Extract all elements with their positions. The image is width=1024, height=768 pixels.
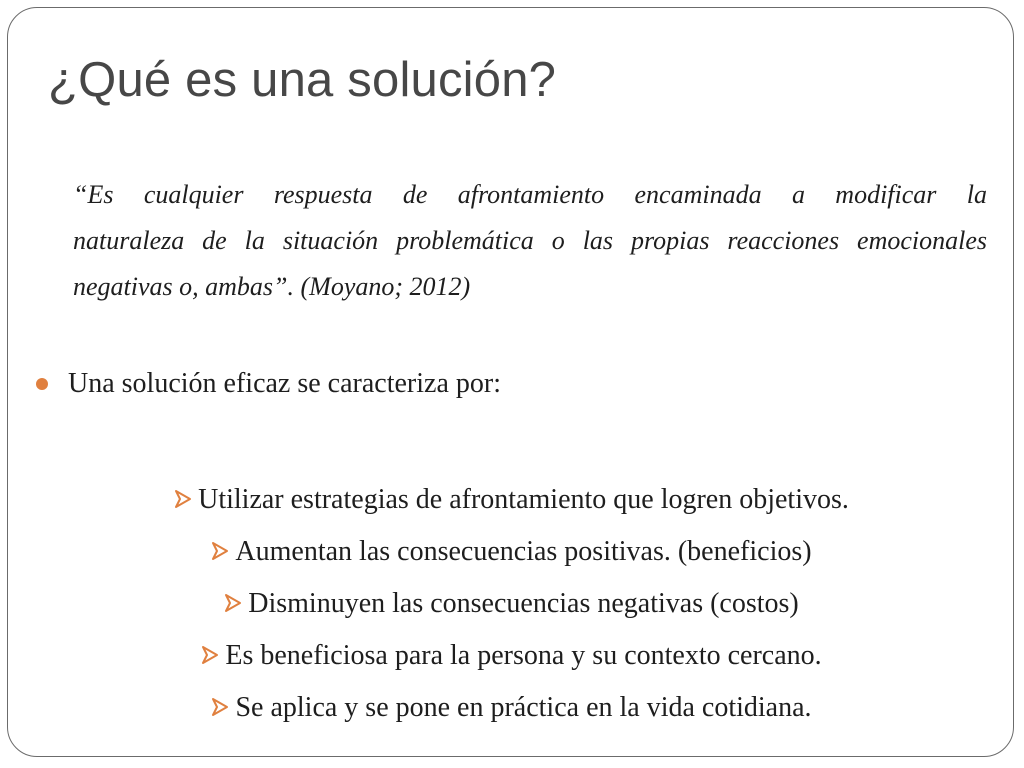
main-bullet-text: Una solución eficaz se caracteriza por: (68, 368, 501, 399)
main-bullet (36, 368, 501, 400)
quote-line: naturaleza de la situación problemática o las propias reacciones emocionales (73, 226, 987, 255)
slide-title: ¿Qué es una solución? (48, 53, 557, 107)
list-item (8, 630, 1014, 682)
list-item-text: Se aplica y se pone en práctica en la vida cotidiana. (235, 692, 812, 723)
list-item (8, 526, 1014, 578)
arrow-bullet-icon (174, 489, 192, 509)
list-item-text: Es beneficiosa para la persona y su contexto cercano. (225, 640, 822, 671)
list-item (8, 682, 1014, 734)
quote-line: “Es cualquier respuesta de afrontamiento encaminada a modificar la (73, 180, 987, 209)
characteristics-list (8, 474, 1014, 734)
definition-quote (61, 172, 987, 310)
arrow-bullet-icon (224, 593, 242, 613)
slide (7, 7, 1014, 757)
bullet-dot-icon (36, 378, 48, 390)
quote-line: negativas o, ambas”. (Moyano; 2012) (73, 272, 471, 301)
arrow-bullet-icon (211, 541, 229, 561)
list-item-text: Disminuyen las consecuencias negativas (costos) (248, 588, 799, 619)
arrow-bullet-icon (211, 697, 229, 717)
list-item-text: Aumentan las consecuencias positivas. (beneficios) (235, 536, 812, 567)
list-item (8, 578, 1014, 630)
arrow-bullet-icon (201, 645, 219, 665)
list-item (8, 474, 1014, 526)
list-item-text: Utilizar estrategias de afrontamiento que logren objetivos. (198, 484, 849, 515)
